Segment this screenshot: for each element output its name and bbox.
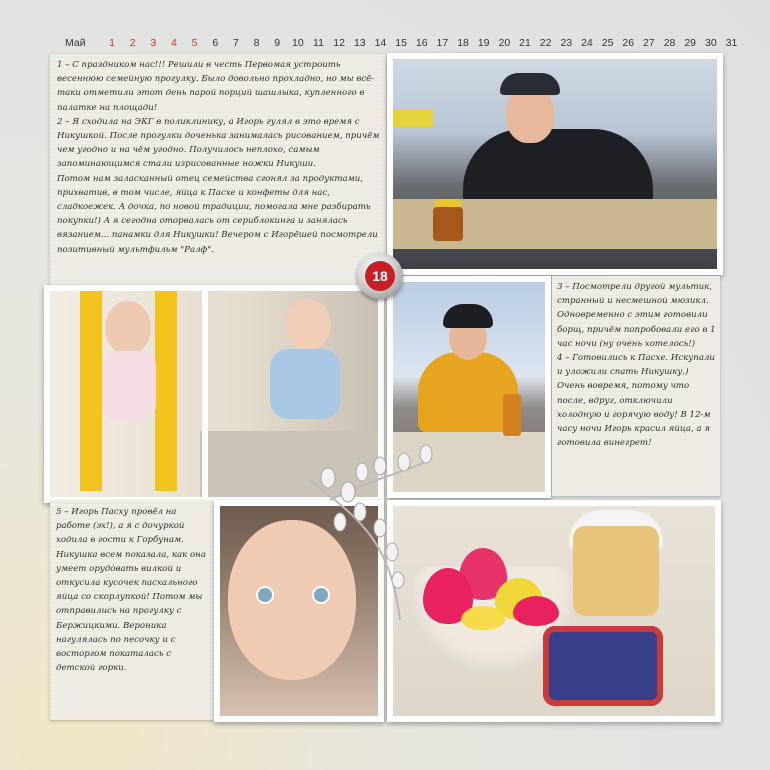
date-badge-number: 18 xyxy=(365,261,395,291)
journal-entry-3-panel xyxy=(50,500,214,720)
calendar-day-10: 10 xyxy=(292,37,304,49)
journal-entry-2-text: 3 – Посмотрели другой мультик, странный и несмешной мюзикл. Одновременно с этим готовили борщ, причём попробовали его в 1 час ночи (ну очень хотелось!) 4 – Готовились к Пасхе. Искупали и уложили спать Никушку.) Очень вовремя, потому что после, вдруг, отключили холодную и горячую воду! В 12-м часу ночи Игорь красил яйца, а я готовила винегрет! xyxy=(557,282,716,449)
calendar-day-1: 1 xyxy=(109,37,115,49)
journal-entry-3-text: 5 – Игорь Пасху провёл на работе (эх!), а я с дочуркой ходила в гости к Горбунам. Никушка всем показала, как она умеет орудовать вилкой и откусила кусочек пасхального яйца со скорлупкой! Потом мы отправились на прогулку с Бержицкими. Вероника нагулялась по песочку и с восторгом покаталась с детской горки. xyxy=(56,507,209,674)
calendar-day-21: 21 xyxy=(519,37,531,49)
calendar-day-24: 24 xyxy=(581,37,593,49)
calendar-day-6: 6 xyxy=(212,37,219,49)
calendar-day-18: 18 xyxy=(457,37,469,49)
calendar-day-26: 26 xyxy=(622,37,635,49)
journal-entry-1-text: 1 – С праздником нас!!! Решили в честь Первомая устроить весеннюю семейную прогулку. Было довольно прохладно, но мы всё-таки отметили этот день парой порций шашлыка, купленного в палатке на площади! 2 – Я сходила на ЭКГ в поликлинику, а Игорь гулял в это время с Никушкой. После прогулки доченька занималась рисованием, причём чем угодно и на чём угодно. Получилось неплохо, самым запоминающимся стали изрисованные ножки Никуши. Потом нам заласканный отец семейства сгонял за продуктами, прихватив, в том числе, яйца к Пасхе и конфеты для нас, сладкоежек. А дочка, по новой традиции, помогала мне разбирать покупки!) А я сегодна оторвалась от сериблокинга и занялась вязанием... панамки для Никушки! Вечером с Игорёшей посмотрели позитивный мультфильм "Ралф". xyxy=(57,60,380,255)
calendar-day-31: 31 xyxy=(725,37,738,49)
calendar-day-2: 2 xyxy=(129,37,136,49)
calendar-day-30: 30 xyxy=(705,37,717,49)
calendar-day-23: 23 xyxy=(560,37,573,49)
calendar-day-25: 25 xyxy=(601,37,614,49)
calendar-day-13: 13 xyxy=(353,37,366,49)
calendar-day-11: 11 xyxy=(313,37,324,49)
calendar-day-19: 19 xyxy=(477,37,490,49)
date-badge xyxy=(357,253,403,299)
calendar-day-29: 29 xyxy=(684,37,697,49)
calendar-day-7: 7 xyxy=(232,37,239,49)
calendar-day-3: 3 xyxy=(150,37,157,49)
calendar-day-28: 28 xyxy=(663,37,676,49)
calendar-strip xyxy=(60,34,738,52)
calendar-month: Май xyxy=(65,37,86,49)
journal-entry-2-panel xyxy=(552,276,720,496)
calendar-day-16: 16 xyxy=(415,37,428,49)
calendar-day-27: 27 xyxy=(643,37,655,49)
calendar-day-15: 15 xyxy=(395,37,407,49)
calendar-day-8: 8 xyxy=(253,37,260,49)
calendar-day-22: 22 xyxy=(539,37,552,49)
journal-entry-1-panel xyxy=(50,54,386,286)
calendar-day-12: 12 xyxy=(333,37,345,49)
calendar-day-5: 5 xyxy=(191,37,198,49)
calendar-day-20: 20 xyxy=(498,37,511,49)
silver-branch-decoration xyxy=(300,440,460,630)
calendar-day-9: 9 xyxy=(274,37,281,49)
calendar-day-17: 17 xyxy=(436,37,449,49)
calendar-day-4: 4 xyxy=(171,37,177,49)
calendar-day-14: 14 xyxy=(374,37,387,49)
photo-cafe-man xyxy=(387,53,723,275)
